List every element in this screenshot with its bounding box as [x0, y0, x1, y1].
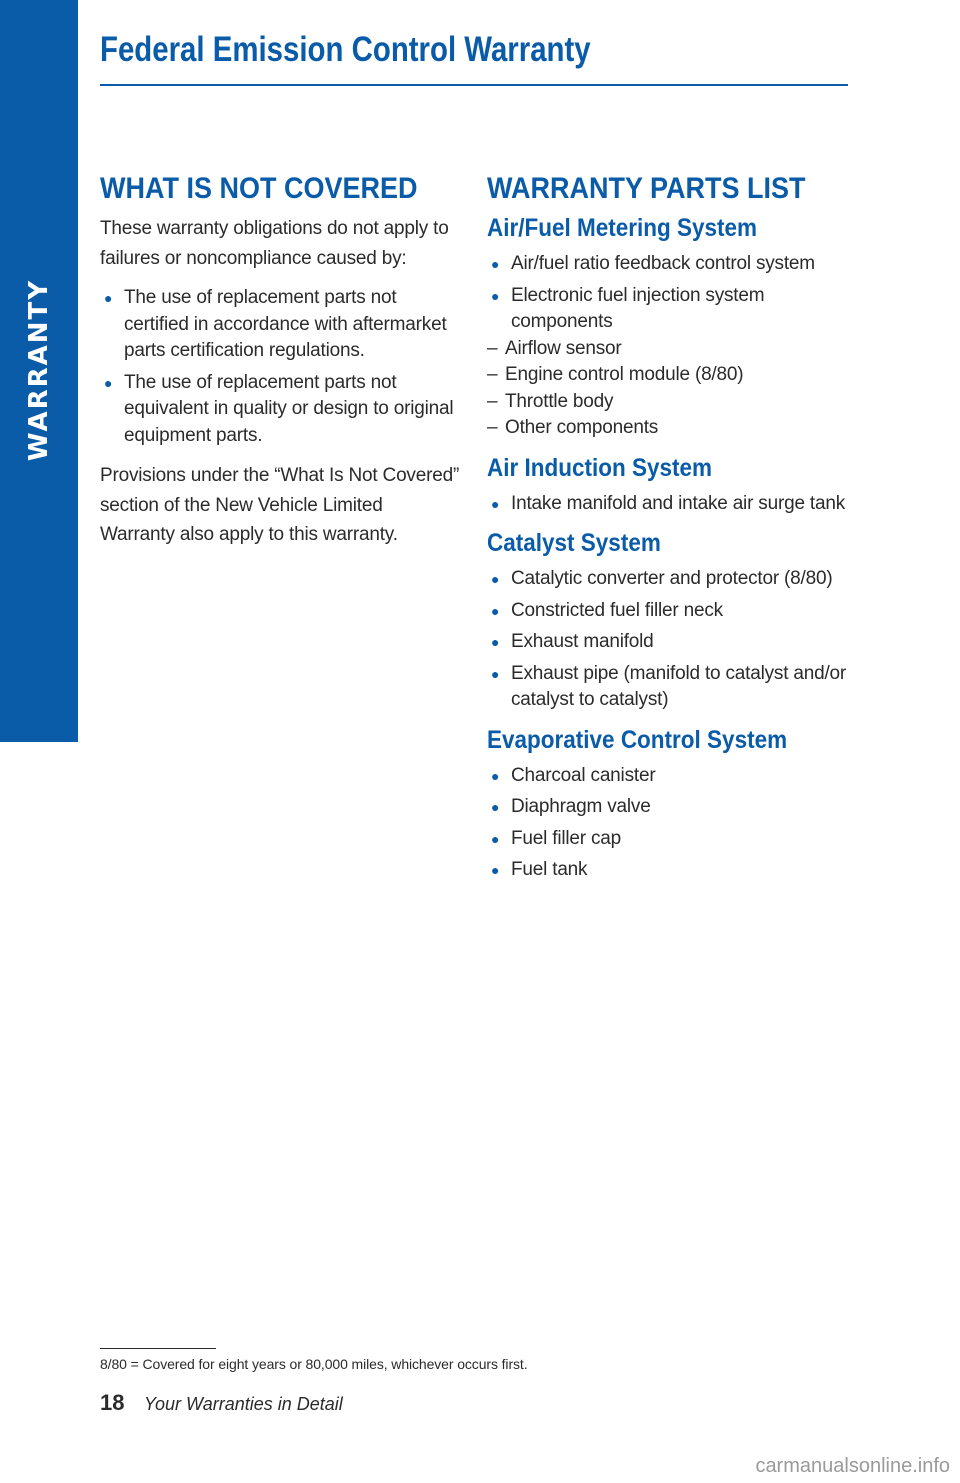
bullet-icon: ●: [491, 862, 500, 878]
not-covered-closing: Provisions under the “What Is Not Covered” section of the New Vehicle Limited Warranty also apply to this warranty.: [100, 465, 460, 545]
list-item: [487, 251, 859, 278]
sub-item-text: Other components: [505, 417, 659, 438]
bullet-icon: ●: [491, 767, 500, 784]
dash-icon: –: [487, 390, 498, 412]
list-item: [100, 285, 462, 365]
not-covered-heading: WHAT IS NOT COVERED: [100, 172, 418, 205]
dash-icon: –: [487, 417, 498, 438]
list-item-text: The use of replacement parts not certified in accordance with aftermarket parts certification regulations.: [124, 287, 447, 361]
sub-list: [487, 336, 859, 442]
list-item: [487, 283, 859, 442]
watermark: carmanualsonline.info: [755, 1455, 950, 1477]
list-item-text: Catalytic converter and protector (8/80): [511, 568, 833, 589]
sub-item-text: Airflow sensor: [505, 337, 622, 359]
parts-list-heading: WARRANTY PARTS LIST: [487, 172, 806, 205]
list-item: [487, 566, 859, 593]
parts-list: [487, 491, 859, 518]
bullet-icon: ●: [491, 634, 500, 650]
page-footer-label: Your Warranties in Detail: [144, 1394, 343, 1414]
list-item: [487, 598, 859, 625]
bullet-icon: ●: [491, 256, 500, 272]
list-item-text: Fuel filler cap: [511, 827, 621, 849]
title-divider: [100, 84, 848, 86]
footnote-divider: [100, 1348, 216, 1349]
not-covered-list: [100, 285, 462, 449]
list-item-text: The use of replacement parts not equivalent in quality or design to original equipment parts.: [124, 371, 454, 446]
sub-item: [487, 415, 859, 442]
list-item: [487, 661, 859, 714]
section-title: Air Induction System: [487, 453, 713, 482]
parts-list: [487, 251, 859, 442]
sub-item: [487, 362, 859, 389]
sub-item: [487, 336, 859, 363]
bullet-icon: ●: [491, 799, 500, 815]
list-item-text: Charcoal canister: [511, 764, 656, 786]
section-title: Catalyst System: [487, 529, 661, 557]
list-item-text: Intake manifold and intake air surge tank: [511, 492, 846, 514]
list-item: [487, 826, 859, 853]
bullet-icon: ●: [104, 290, 113, 306]
page-title: Federal Emission Control Warranty: [100, 30, 591, 69]
right-column: [487, 172, 859, 896]
list-item: [487, 491, 859, 518]
list-item-text: Exhaust pipe (manifold to catalyst and/or catalyst to catalyst): [511, 662, 847, 710]
list-item-text: Exhaust manifold: [511, 631, 654, 652]
bullet-icon: ●: [491, 287, 500, 304]
side-tab: [0, 0, 78, 742]
list-item-text: Electronic fuel injection system components: [511, 284, 765, 332]
side-tab-label: WARRANTY: [24, 278, 54, 462]
bullet-icon: ●: [491, 830, 500, 847]
list-item: [487, 629, 859, 656]
bullet-icon: ●: [104, 374, 113, 391]
list-item-text: Diaphragm valve: [511, 796, 651, 817]
sub-item-text: Throttle body: [505, 390, 614, 412]
list-item-text: Constricted fuel filler neck: [511, 599, 723, 621]
dash-icon: –: [487, 364, 498, 385]
dash-icon: –: [487, 337, 498, 359]
bullet-icon: ●: [491, 571, 500, 587]
page-number: 18: [100, 1390, 125, 1415]
section-title: Air/Fuel Metering System: [487, 214, 758, 242]
bullet-icon: ●: [491, 602, 500, 619]
footnote: 8/80 = Covered for eight years or 80,000 miles, whichever occurs first.: [100, 1356, 528, 1372]
parts-list: [487, 566, 859, 714]
list-item: [487, 794, 859, 821]
list-item: [487, 763, 859, 790]
list-item: [100, 370, 462, 450]
bullet-icon: ●: [491, 665, 500, 682]
section-title: Evaporative Control System: [487, 725, 788, 754]
list-item-text: Fuel tank: [511, 859, 588, 880]
parts-list: [487, 763, 859, 884]
list-item-text: Air/fuel ratio feedback control system: [511, 253, 815, 274]
sub-item-text: Engine control module (8/80): [505, 364, 744, 385]
list-item: [487, 857, 859, 884]
left-column: [100, 172, 462, 562]
sub-item: [487, 389, 859, 416]
bullet-icon: ●: [491, 495, 500, 512]
not-covered-intro: These warranty obligations do not apply to failures or noncompliance caused by:: [100, 218, 449, 269]
